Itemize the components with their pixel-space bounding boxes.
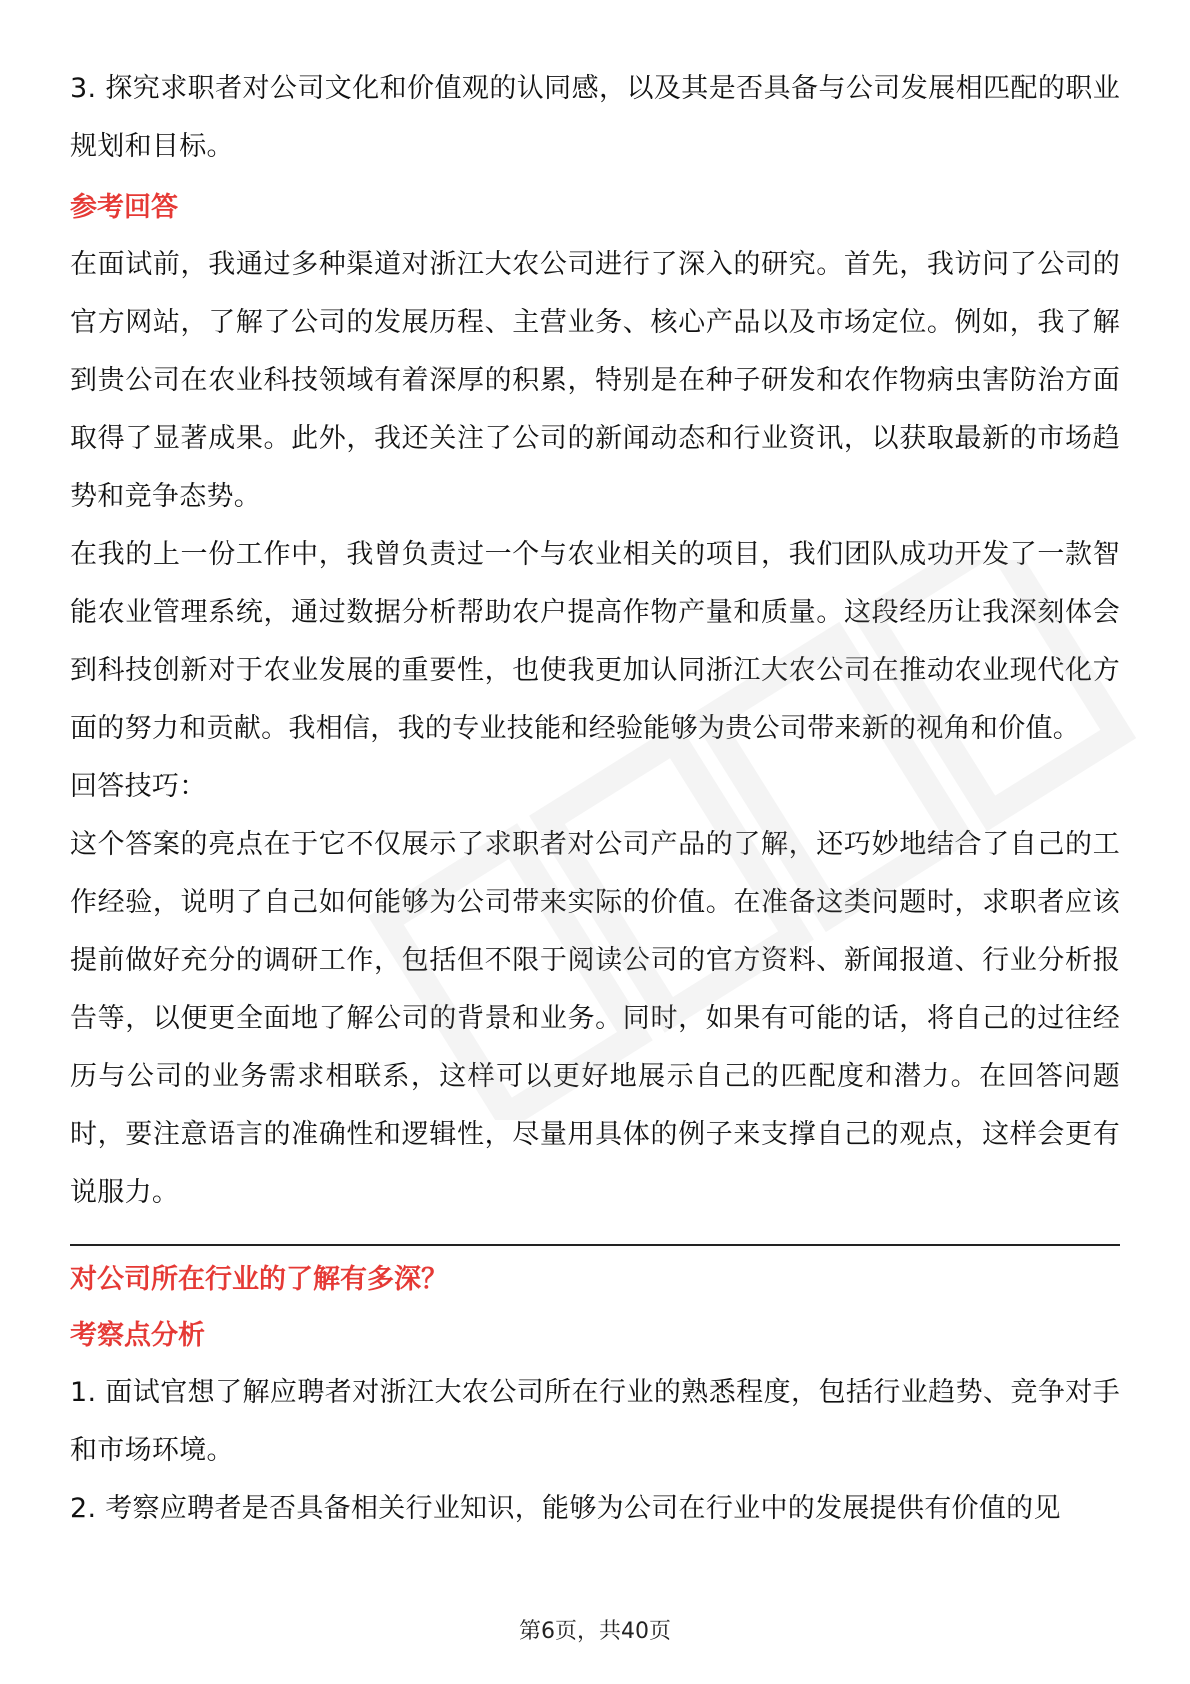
- analysis-list-item: 1. 面试官想了解应聘者对浙江大农公司所在行业的熟悉程度，包括行业趋势、竞争对手和市场环境。: [70, 1377, 1120, 1466]
- document-body: [70, 60, 1120, 1538]
- reference-answer-heading: 参考回答: [70, 192, 178, 223]
- page-footer: 第6页，共40页: [519, 1619, 671, 1644]
- intro-list-item: 3. 探究求职者对公司文化和价值观的认同感，以及其是否具备与公司发展相匹配的职业规划和目标。: [70, 73, 1120, 162]
- analysis-heading: 考察点分析: [70, 1320, 205, 1351]
- analysis-list-item: 2. 考察应聘者是否具备相关行业知识，能够为公司在行业中的发展提供有价值的见: [70, 1493, 1061, 1524]
- question-heading: 对公司所在行业的了解有多深？: [70, 1264, 448, 1295]
- answer-paragraph: 在我的上一份工作中，我曾负责过一个与农业相关的项目，我们团队成功开发了一款智能农业管理系统，通过数据分析帮助农户提高作物产量和质量。这段经历让我深刻体会到科技创新对于农业发展的重要性，也使我更加认同浙江大农公司在推动农业现代化方面的努力和贡献。我相信，我的专业技能和经验能够为贵公司带来新的视角和价值。: [70, 539, 1120, 744]
- tips-label: 回答技巧：: [70, 771, 207, 802]
- tips-paragraph: 这个答案的亮点在于它不仅展示了求职者对公司产品的了解，还巧妙地结合了自己的工作经验，说明了自己如何能够为公司带来实际的价值。在准备这类问题时，求职者应该提前做好充分的调研工作，包括但不限于阅读公司的官方资料、新闻报道、行业分析报告等，以便更全面地了解公司的背景和业务。同时，如果有可能的话，将自己的过往经历与公司的业务需求相联系，这样可以更好地展示自己的匹配度和潜力。在回答问题时，要注意语言的准确性和逻辑性，尽量用具体的例子来支撑自己的观点，这样会更有说服力。: [70, 829, 1120, 1208]
- section-divider: [70, 1244, 1120, 1246]
- answer-paragraph: 在面试前，我通过多种渠道对浙江大农公司进行了深入的研究。首先，我访问了公司的官方网站，了解了公司的发展历程、主营业务、核心产品以及市场定位。例如，我了解到贵公司在农业科技领域有着深厚的积累，特别是在种子研发和农作物病虫害防治方面取得了显著成果。此外，我还关注了公司的新闻动态和行业资讯，以获取最新的市场趋势和竞争态势。: [70, 249, 1120, 512]
